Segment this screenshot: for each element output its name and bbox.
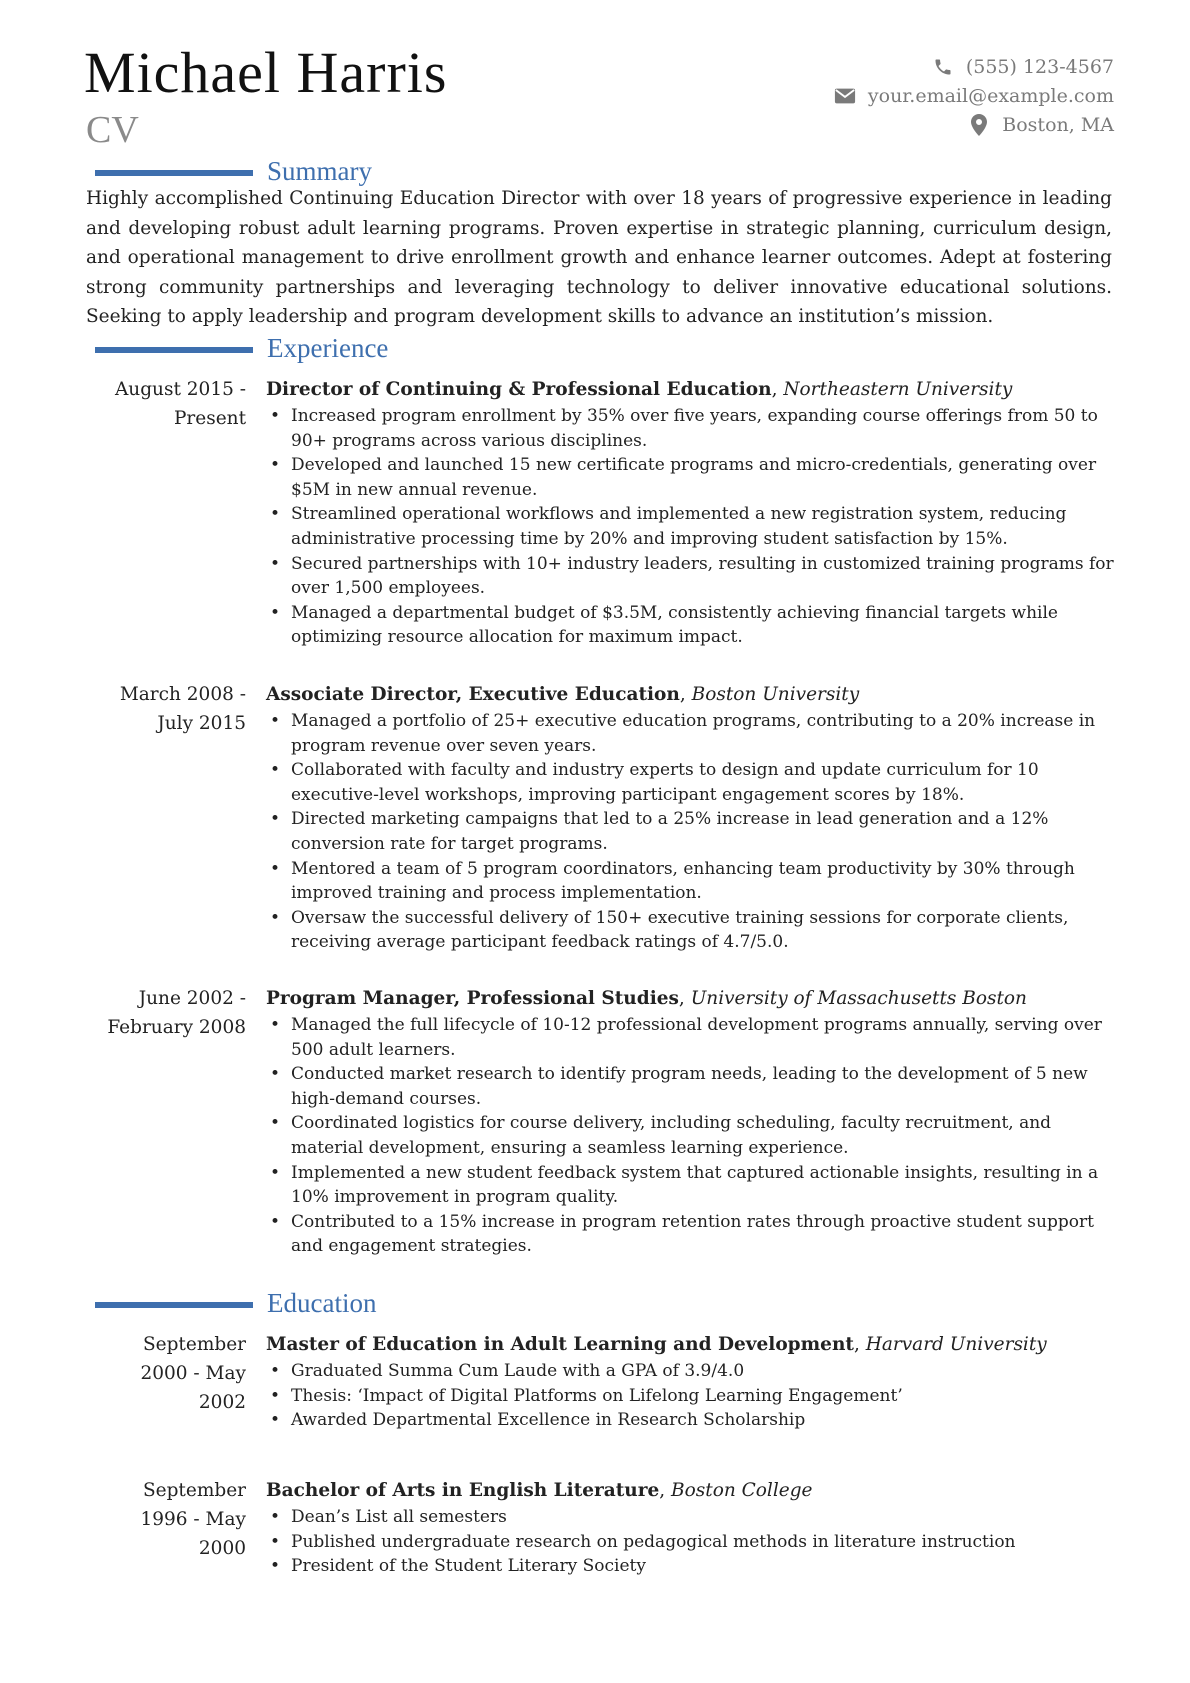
contact-email-text[interactable]: your.email@example.com bbox=[867, 84, 1114, 107]
organization: Boston University bbox=[691, 684, 860, 705]
list-item: • Directed marketing campaigns that led to a 25% increase in lead generation and a 12% conversion rate for target programs. bbox=[266, 807, 1116, 856]
bullet-list bbox=[266, 1505, 1116, 1579]
list-item: • Increased program enrollment by 35% over five years, expanding course offerings from 50 to 90+ programs across various disciplines. bbox=[266, 404, 1116, 453]
school-name: Harvard University bbox=[865, 1334, 1047, 1355]
entry-body bbox=[266, 1330, 1116, 1433]
list-item: • Graduated Summa Cum Laude with a GPA of 3.9/4.0 bbox=[266, 1359, 1116, 1384]
person-name: Michael Harris bbox=[84, 40, 448, 105]
bullet-list bbox=[266, 1359, 1116, 1433]
map-marker-icon bbox=[968, 114, 990, 136]
entry-body bbox=[266, 375, 1116, 650]
contact-location bbox=[694, 110, 1114, 139]
entry-date: September 2000 - May 2002 bbox=[140, 1334, 246, 1413]
contact-block bbox=[694, 52, 1114, 139]
education-section-heading bbox=[95, 1288, 1115, 1324]
contact-location-text: Boston, MA bbox=[1002, 113, 1114, 136]
entry-date: June 2002 - February 2008 bbox=[107, 988, 246, 1038]
section-title: Education bbox=[267, 1288, 377, 1318]
list-item: • Oversaw the successful delivery of 150+ executive training sessions for corporate clients, receiving average participant feedback ratings of 4.7/5.0. bbox=[266, 906, 1116, 955]
entry-heading: Associate Director, Executive Education, Boston University bbox=[266, 684, 860, 705]
entry-body bbox=[266, 984, 1116, 1259]
list-item: • Managed a portfolio of 25+ executive education programs, contributing to a 20% increase in program revenue over seven years. bbox=[266, 709, 1116, 758]
phone-icon bbox=[932, 56, 954, 78]
envelope-icon bbox=[834, 85, 856, 107]
list-item: • Conducted market research to identify program needs, leading to the development of 5 new high-demand courses. bbox=[266, 1062, 1116, 1111]
bullet-list bbox=[266, 404, 1116, 650]
summary-text: Highly accomplished Continuing Education Director with over 18 years of progressive experience in leading and developing robust adult learning programs. Proven expertise in strategic planning, curriculum design, and operational management to drive enrollment growth and enhance learner outcomes. Adept at fostering strong community partnerships and leveraging technology to deliver innovative educational solutions. Seeking to apply leadership and program development skills to advance an institution’s mission. bbox=[86, 188, 1112, 327]
degree-title: Bachelor of Arts in English Literature bbox=[266, 1480, 660, 1501]
list-item: • Secured partnerships with 10+ industry leaders, resulting in customized training programs for over 1,500 employees. bbox=[266, 552, 1116, 601]
entry-date: September 1996 - May 2000 bbox=[140, 1480, 246, 1559]
list-item: • Collaborated with faculty and industry experts to design and update curriculum for 10 executive-level workshops, improving participant engagement scores by 18%. bbox=[266, 758, 1116, 807]
document-label: CV bbox=[86, 109, 139, 151]
list-item: • Developed and launched 15 new certificate programs and micro-credentials, generating over $5M in new annual revenue. bbox=[266, 453, 1116, 502]
degree-title: Master of Education in Adult Learning and Development bbox=[266, 1334, 854, 1355]
bullet-list bbox=[266, 709, 1116, 955]
list-item: • Coordinated logistics for course delivery, including scheduling, faculty recruitment, and material development, ensuring a seamless learning experience. bbox=[266, 1111, 1116, 1160]
list-item: • Dean’s List all semesters bbox=[266, 1505, 1116, 1530]
section-accent-bar bbox=[95, 170, 253, 176]
job-title: Associate Director, Executive Education bbox=[266, 684, 680, 705]
contact-phone bbox=[694, 52, 1114, 81]
list-item: • Streamlined operational workflows and implemented a new registration system, reducing administrative processing time by 20% and improving student satisfaction by 15%. bbox=[266, 502, 1116, 551]
list-item: • Published undergraduate research on pedagogical methods in literature instruction bbox=[266, 1530, 1116, 1555]
section-title: Summary bbox=[267, 156, 372, 186]
organization: University of Massachusetts Boston bbox=[690, 988, 1027, 1009]
entry-heading: Bachelor of Arts in English Literature, Boston College bbox=[266, 1480, 813, 1501]
entry-body bbox=[266, 680, 1116, 955]
list-item: • Thesis: ‘Impact of Digital Platforms on Lifelong Learning Engagement’ bbox=[266, 1384, 1116, 1409]
contact-email bbox=[694, 81, 1114, 110]
contact-phone-text[interactable]: (555) 123-4567 bbox=[965, 55, 1114, 78]
bullet-list bbox=[266, 1013, 1116, 1259]
entry-heading: Program Manager, Professional Studies, University of Massachusetts Boston bbox=[266, 988, 1027, 1009]
section-title: Experience bbox=[267, 333, 389, 363]
list-item: • Contributed to a 15% increase in program retention rates through proactive student support and engagement strategies. bbox=[266, 1210, 1116, 1259]
entry-body bbox=[266, 1476, 1116, 1579]
list-item: • Mentored a team of 5 program coordinators, enhancing team productivity by 30% through improved training and process implementation. bbox=[266, 857, 1116, 906]
organization: Northeastern University bbox=[783, 379, 1013, 400]
section-accent-bar bbox=[95, 347, 253, 353]
entry-heading: Director of Continuing & Professional Education, Northeastern University bbox=[266, 379, 1013, 400]
school-name: Boston College bbox=[671, 1480, 813, 1501]
list-item: • Managed a departmental budget of $3.5M, consistently achieving financial targets while optimizing resource allocation for maximum impact. bbox=[266, 601, 1116, 650]
list-item: • Awarded Departmental Excellence in Research Scholarship bbox=[266, 1408, 1116, 1433]
job-title: Director of Continuing & Professional Education bbox=[266, 379, 772, 400]
entry-date: March 2008 - July 2015 bbox=[119, 684, 246, 734]
section-accent-bar bbox=[95, 1302, 253, 1308]
entry-heading: Master of Education in Adult Learning and Development, Harvard University bbox=[266, 1334, 1047, 1355]
list-item: • Managed the full lifecycle of 10-12 professional development programs annually, serving over 500 adult learners. bbox=[266, 1013, 1116, 1062]
entry-date: August 2015 - Present bbox=[114, 379, 246, 429]
experience-section-heading bbox=[95, 333, 1115, 369]
list-item: • Implemented a new student feedback system that captured actionable insights, resulting in a 10% improvement in program quality. bbox=[266, 1161, 1116, 1210]
job-title: Program Manager, Professional Studies bbox=[266, 988, 679, 1009]
list-item: • President of the Student Literary Society bbox=[266, 1554, 1116, 1579]
